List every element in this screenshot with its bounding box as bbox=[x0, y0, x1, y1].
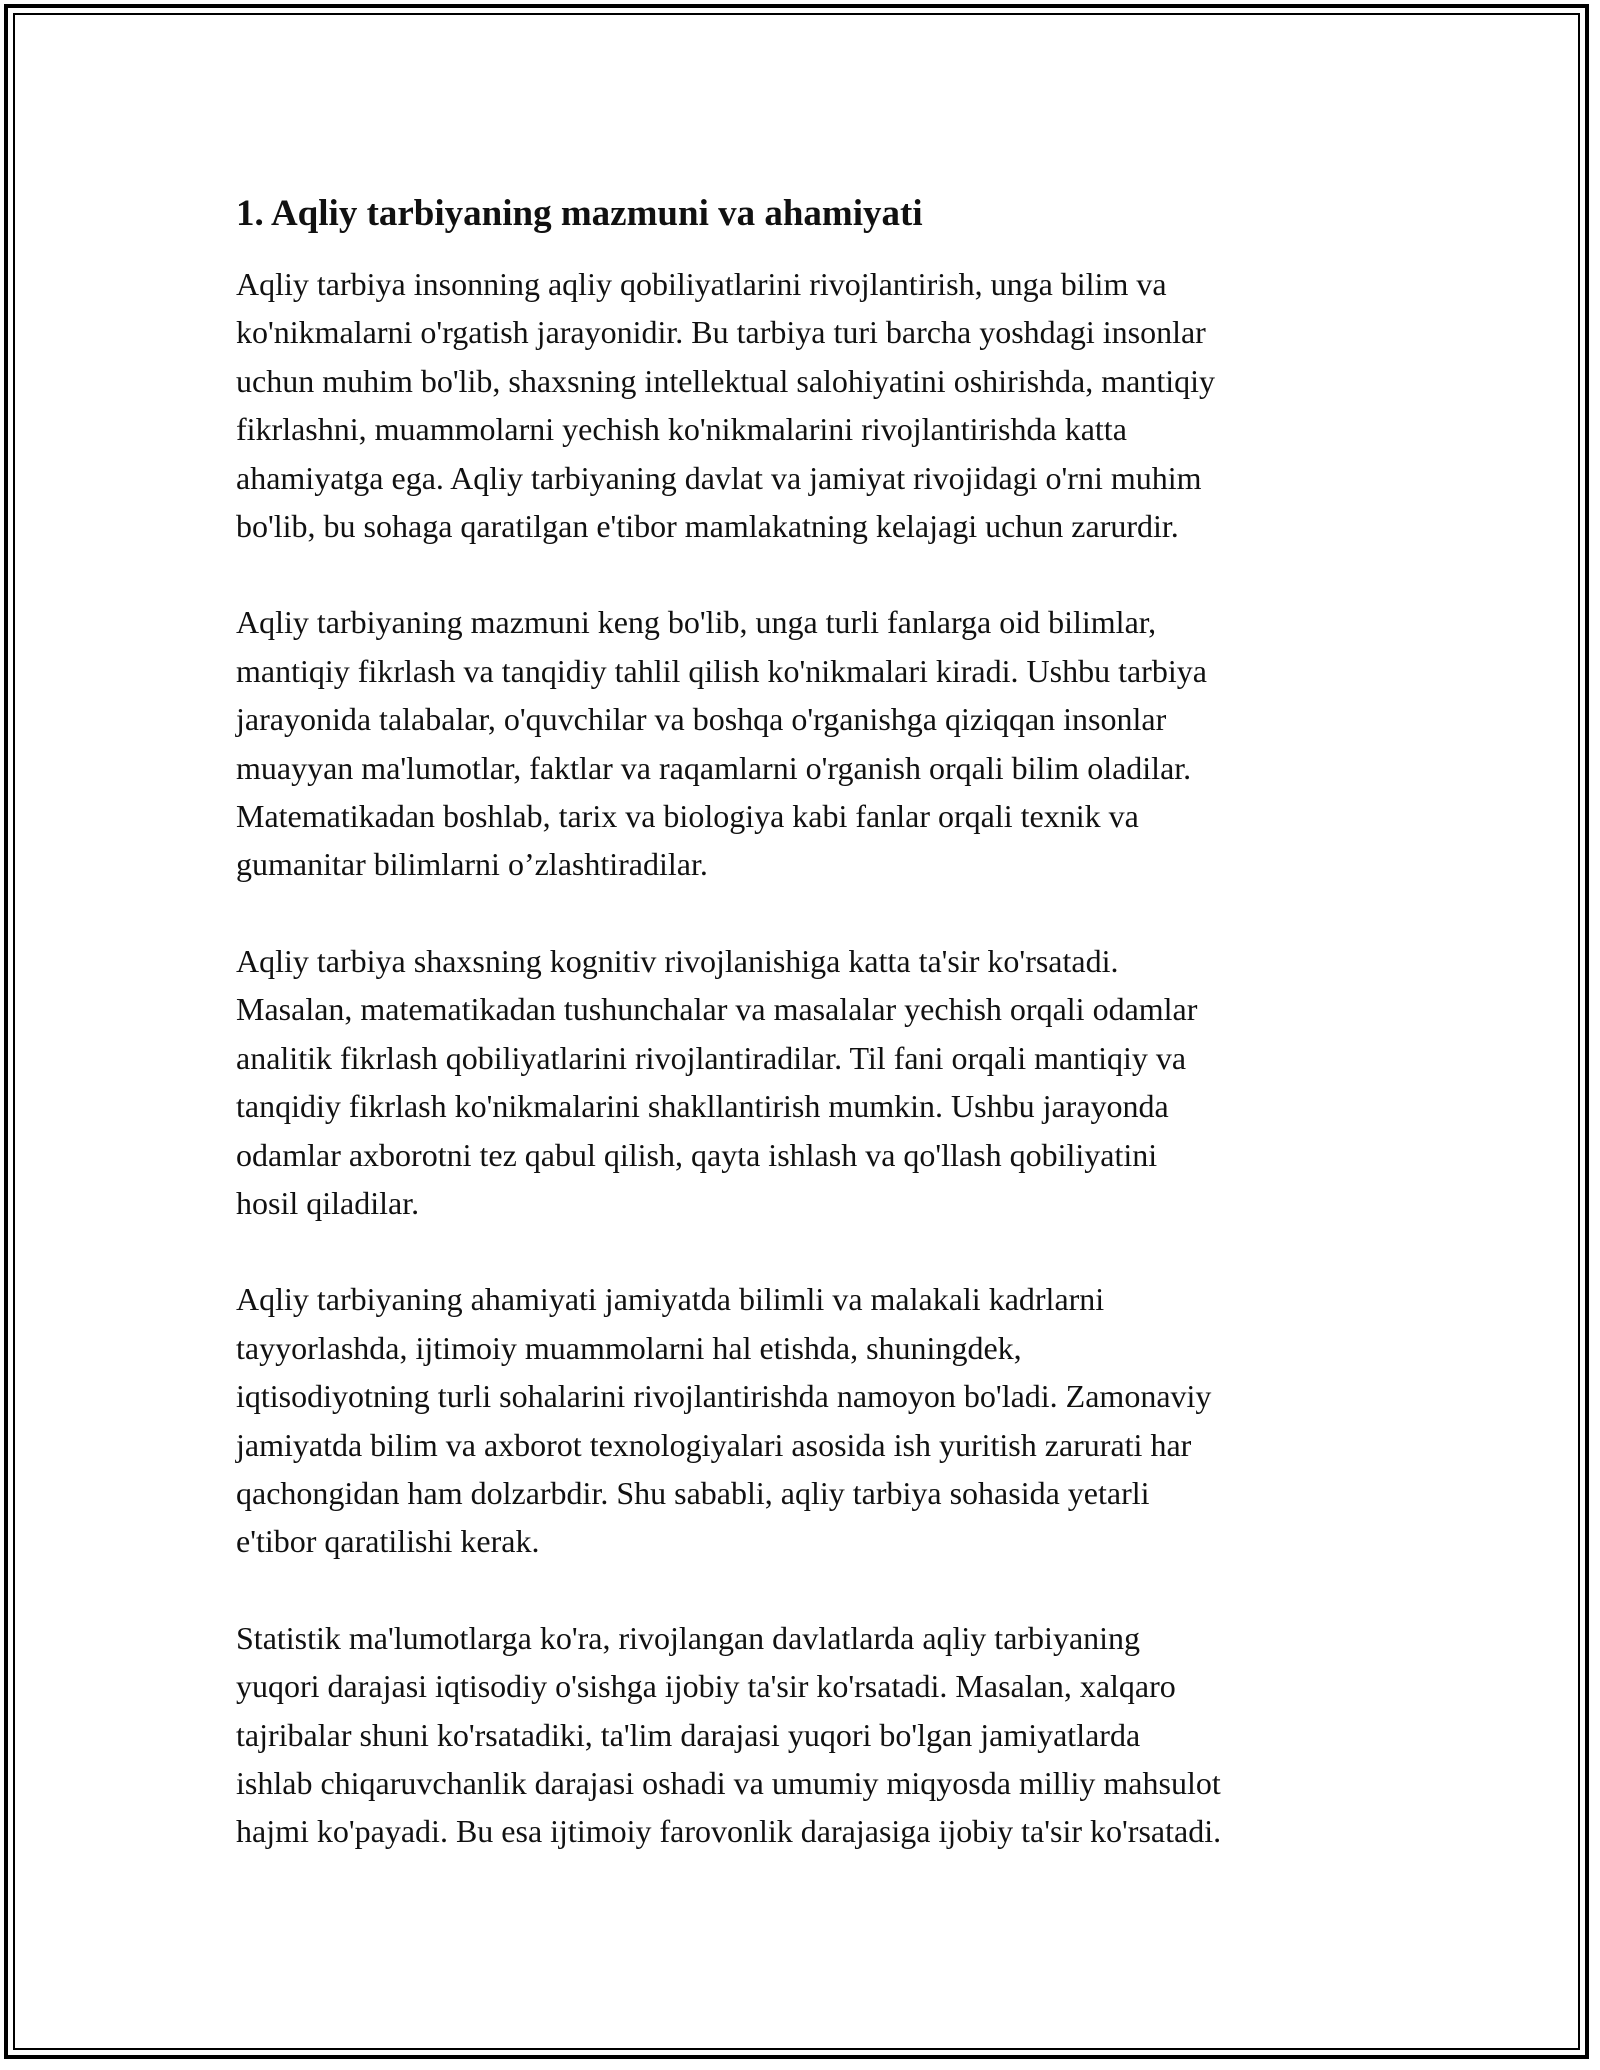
text-line: jamiyatda bilim va axborot texnologiyalari asosida ish yuritish zarurati har bbox=[236, 1426, 1192, 1463]
text-line: tayyorlashda, ijtimoiy muammolarni hal etishda, shuningdek, bbox=[236, 1329, 1022, 1366]
text-line: fikrlashni, muammolarni yechish ko'nikmalarini rivojlantirishda katta bbox=[236, 411, 1127, 448]
text-line: Aqliy tarbiyaning ahamiyati jamiyatda bilimli va malakali kadrlarni bbox=[236, 1281, 1105, 1318]
text-line: mantiqiy fikrlash va tanqidiy tahlil qilish ko'nikmalari kiradi. Ushbu tarbiya bbox=[236, 652, 1207, 689]
paragraph-2 bbox=[236, 598, 1386, 888]
text-line: hajmi ko'payadi. Bu esa ijtimoiy farovonlik darajasiga ijobiy ta'sir ko'rsatadi. bbox=[236, 1813, 1222, 1850]
text-line: ko'nikmalarni o'rgatish jarayonidir. Bu tarbiya turi barcha yoshdagi insonlar bbox=[236, 314, 1206, 351]
text-line: Aqliy tarbiya shaxsning kognitiv rivojlanishiga katta ta'sir ko'rsatadi. bbox=[236, 942, 1119, 979]
document-body bbox=[236, 186, 1386, 1904]
text-line: odamlar axborotni tez qabul qilish, qayta ishlash va qo'llash qobiliyatini bbox=[236, 1136, 1158, 1173]
text-line: analitik fikrlash qobiliyatlarini rivojlantiradilar. Til fani orqali mantiqiy va bbox=[236, 1039, 1187, 1076]
section-heading: 1. Aqliy tarbiyaning mazmuni va ahamiyati bbox=[236, 193, 923, 234]
text-line: bo'lib, bu sohaga qaratilgan e'tibor mamlakatning kelajagi uchun zarurdir. bbox=[236, 508, 1179, 545]
text-line: uchun muhim bo'lib, shaxsning intellektual salohiyatini oshirishda, mantiqiy bbox=[236, 362, 1215, 399]
text-line: gumanitar bilimlarni o’zlashtiradilar. bbox=[236, 846, 708, 883]
text-line: Aqliy tarbiya insonning aqliy qobiliyatlarini rivojlantirish, unga bilim va bbox=[236, 266, 1167, 302]
paragraph-5 bbox=[236, 1614, 1386, 1856]
text-line: jarayonida talabalar, o'quvchilar va boshqa o'rganishga qiziqqan insonlar bbox=[236, 701, 1167, 738]
paragraph-4 bbox=[236, 1275, 1386, 1565]
text-line: Aqliy tarbiyaning mazmuni keng bo'lib, unga turli fanlarga oid bilimlar, bbox=[236, 604, 1157, 641]
text-line: qachongidan ham dolzarbdir. Shu sababli, aqliy tarbiya sohasida yetarli bbox=[236, 1474, 1150, 1511]
text-line: yuqori darajasi iqtisodiy o'sishga ijobiy ta'sir ko'rsatadi. Masalan, xalqaro bbox=[236, 1668, 1176, 1705]
text-line: hosil qiladilar. bbox=[236, 1184, 420, 1221]
text-line: ahamiyatga ega. Aqliy tarbiyaning davlat va jamiyat rivojidagi o'rni muhim bbox=[236, 459, 1202, 496]
text-line: Masalan, matematikadan tushunchalar va masalalar yechish orqali odamlar bbox=[236, 991, 1198, 1028]
text-line: Statistik ma'lumotlarga ko'ra, rivojlangan davlatlarda aqliy tarbiyaning bbox=[236, 1619, 1141, 1656]
text-line: tanqidiy fikrlash ko'nikmalarini shakllantirish mumkin. Ushbu jarayonda bbox=[236, 1088, 1169, 1125]
text-line: iqtisodiyotning turli sohalarini rivojlantirishda namoyon bo'ladi. Zamonaviy bbox=[236, 1378, 1212, 1415]
text-line: Matematikadan boshlab, tarix va biologiya kabi fanlar orqali texnik va bbox=[236, 798, 1139, 835]
text-line: muayyan ma'lumotlar, faktlar va raqamlarni o'rganish orqali bilim oladilar. bbox=[236, 749, 1192, 786]
paragraph-3 bbox=[236, 937, 1386, 1227]
paragraph-1 bbox=[236, 260, 1386, 550]
text-line: tajribalar shuni ko'rsatadiki, ta'lim darajasi yuqori bo'lgan jamiyatlarda bbox=[236, 1716, 1141, 1753]
text-line: e'tibor qaratilishi kerak. bbox=[236, 1523, 540, 1560]
text-line: ishlab chiqaruvchanlik darajasi oshadi va umumiy miqyosda milliy mahsulot bbox=[236, 1764, 1221, 1801]
